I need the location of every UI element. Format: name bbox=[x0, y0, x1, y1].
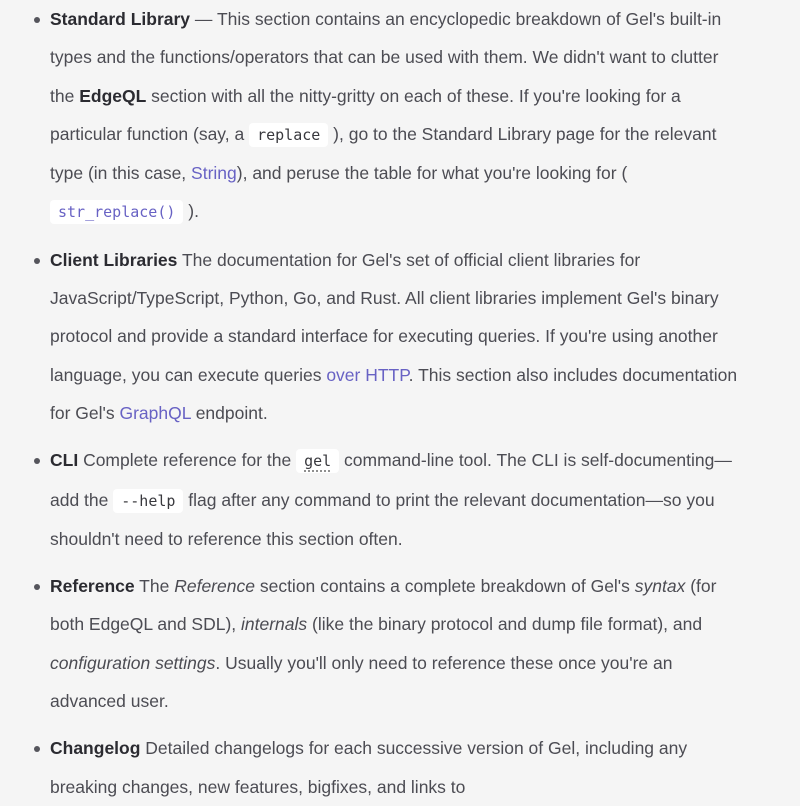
text-span: endpoint. bbox=[190, 402, 268, 423]
text-span: ), go to the Standard Library page for the relevant type (in this case, bbox=[50, 123, 717, 184]
internals-emphasis: internals bbox=[241, 614, 308, 635]
help-flag-code: --help bbox=[113, 489, 183, 513]
over-http-link[interactable]: over HTTP bbox=[326, 364, 409, 385]
text-span: The bbox=[134, 576, 175, 597]
reference-emphasis: Reference bbox=[174, 576, 255, 597]
str-replace-code-link[interactable]: str_replace() bbox=[50, 200, 183, 224]
text-span: The documentation for Gel's set of official client libraries for JavaScript/TypeScript, Python, Go, and Rust. All client libraries implement Gel's binary protocol and provide a standard interface for executing queries. If you're using another language, you can execute queries bbox=[50, 249, 719, 385]
text-span: ), and peruse the table for what you're looking for ( bbox=[236, 163, 628, 184]
text-span: section with all the nitty-gritty on each of these. If you're looking for a particular function (say, a bbox=[50, 85, 681, 144]
text-span: (for both EdgeQL and SDL), bbox=[50, 576, 717, 635]
changelog-item bbox=[50, 729, 742, 806]
standard-library-item bbox=[50, 0, 742, 232]
standard-library-term: Standard Library bbox=[50, 9, 191, 29]
client-libraries-item bbox=[50, 241, 742, 432]
gel-code[interactable]: gel bbox=[296, 449, 339, 473]
reference-item bbox=[50, 567, 742, 720]
syntax-emphasis: syntax bbox=[634, 576, 686, 597]
text-span: — This section contains an encyclopedic breakdown of Gel's built-in types and the functions/operators that can be used with them. We didn't want to clutter the bbox=[50, 9, 722, 106]
text-span: Complete reference for the bbox=[78, 450, 297, 471]
text-span: Detailed changelogs for each successive version of Gel, including any breaking changes, new features, bigfixes, and links to bbox=[50, 738, 688, 797]
text-span: (like the binary protocol and dump file format), and bbox=[307, 614, 703, 635]
text-span: ). bbox=[183, 201, 199, 222]
text-span: section contains a complete breakdown of Gel's bbox=[254, 576, 635, 597]
cli-item bbox=[50, 441, 742, 558]
changelog-term: Changelog bbox=[50, 738, 141, 759]
graphql-link[interactable]: GraphQL bbox=[119, 402, 191, 423]
reference-term: Reference bbox=[50, 576, 135, 597]
client-libraries-term: Client Libraries bbox=[50, 249, 178, 270]
configuration-settings-emphasis: configuration settings bbox=[50, 652, 216, 673]
string-link[interactable]: String bbox=[191, 163, 237, 184]
replace-code: replace bbox=[249, 123, 328, 147]
text-span: command-line tool. The CLI is self-documenting—add the bbox=[50, 450, 732, 510]
text-span: flag after any command to print the relevant documentation—so you shouldn't need to reference this section often. bbox=[50, 489, 715, 549]
cli-term: CLI bbox=[50, 450, 79, 471]
edgeql-term: EdgeQL bbox=[79, 85, 147, 106]
text-span: . This section also includes documentation for Gel's bbox=[50, 364, 738, 423]
text-span: . Usually you'll only need to reference these once you're an advanced user. bbox=[50, 652, 673, 712]
